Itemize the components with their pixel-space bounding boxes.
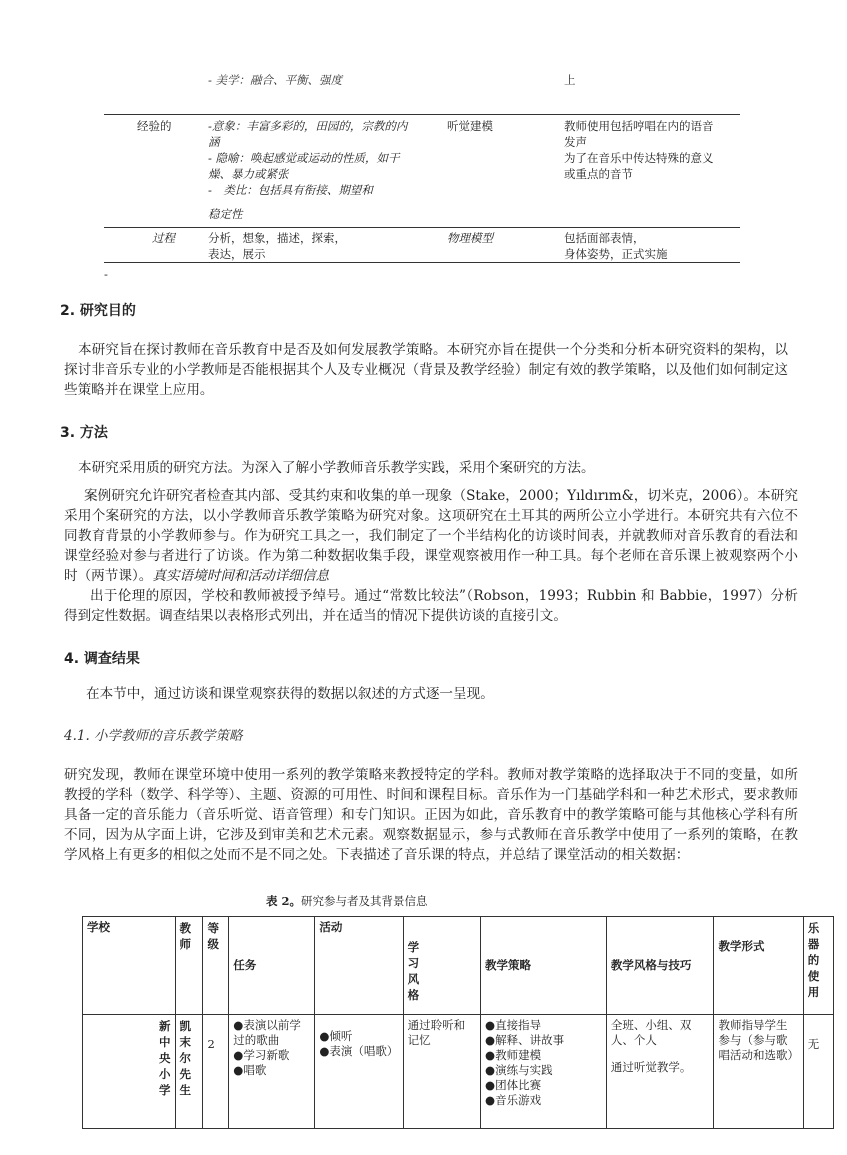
- cell-school: 新中央小学: [83, 1015, 176, 1129]
- list-item: ●解释、讲故事: [485, 1033, 565, 1047]
- list-item: ●唱歌: [233, 1063, 267, 1077]
- section3-heading: 3. 方法: [60, 425, 108, 441]
- t1-r1-model: 听觉建模: [447, 119, 493, 133]
- header-form: 教学形式: [714, 917, 803, 1015]
- list-item: ●倾听: [319, 1029, 353, 1043]
- list-item: ●音乐游戏: [485, 1093, 542, 1107]
- section2-heading: 2. 研究目的: [60, 303, 136, 319]
- header-grade: 等级: [203, 917, 229, 1015]
- cell-teacher: 凯末尔先生: [175, 1015, 203, 1129]
- section3-paragraph-3: 出于伦理的原因，学校和教师被授予绰号。通过“常数比较法”（Robson，1993；Rubbin 和 Babbie，1997）分析得到定性数据。调查结果以表格形式列出，并在适当的情况下提供访谈的直接引文。: [64, 588, 798, 624]
- section3-paragraph-1: 本研究采用质的研究方法。为深入了解小学教师音乐教学实践，采用个案研究的方法。: [78, 460, 595, 476]
- header-strategies: 教学策略: [481, 917, 607, 1015]
- t1-r1-description: 教师使用包括哼唱在内的语音 发声 为了在音乐中传达特殊的意义 或重点的音节: [564, 119, 714, 181]
- list-item: ●表演以前学过的歌曲: [233, 1018, 301, 1047]
- cell-form: 教师指导学生参与（参与歌唱活动和选歌）: [714, 1015, 803, 1129]
- list-item: ●表演（唱歌）: [319, 1044, 399, 1058]
- header-activities: 活动: [315, 917, 403, 1015]
- section2-paragraph: 本研究旨在探讨教师在音乐教育中是否及如何发展教学策略。本研究亦旨在提供一个分类和分析本研究资料的架构，以探讨非音乐专业的小学教师是否能根据其个人及专业概况（背景及教学经验）制定有效的教学策略，以及他们如何制定这些策略并在课堂上应用。: [64, 342, 788, 398]
- cell-instruments: 无: [803, 1015, 833, 1129]
- t1-r1-aspects: -意象：丰富多彩的，田园的，宗教的内 涵 - 隐喻：唤起感觉或运动的性质，如干 燥、暴力或紧张 - 类比：包括具有衔接、期望和 稳定性: [208, 119, 408, 221]
- t1-r0-aspect: - 美学：融合、平衡、强度: [208, 73, 343, 87]
- section4-paragraph-2: 研究发现，教师在课堂环境中使用一系列的教学策略来教授特定的学科。教师对教学策略的选择取决于不同的变量，如所教授的学科（数学、科学等）、主题、资源的可用性、时间和课程目标。音乐作为一门基础学科和一种艺术形式，要求教师具备一定的音乐能力（音乐听觉、语音管理）和专门知识。正因为如此，音乐教育中的教学策略可能与其他核心学科有所不同，因为从字面上讲，它涉及到审美和艺术元素。观察数据显示，参与式教师在音乐教学中使用了一系列的策略，在教学风格上有更多的相似之处而不是不同之处。下表描述了音乐课的特点，并总结了课堂活动的相关数据：: [64, 767, 798, 863]
- header-style-technique: 教学风格与技巧: [606, 917, 714, 1015]
- table-header-row: [83, 917, 834, 1015]
- header-teacher: 教师: [175, 917, 203, 1015]
- cell-activities: [315, 1015, 403, 1129]
- list-item: ●演练与实践: [485, 1063, 553, 1077]
- list-item: ●学习新歌: [233, 1048, 290, 1062]
- list-item: ●教师建模: [485, 1048, 542, 1062]
- t1-r2-description: 包括面部表情， 身体姿势，正式实施: [564, 231, 668, 261]
- cell-grade: 2: [203, 1015, 229, 1129]
- header-tasks: 任务: [229, 917, 315, 1015]
- section4-paragraph-1: 在本节中，通过访谈和课堂观察获得的数据以叙述的方式逐一呈现。: [86, 686, 494, 702]
- cell-learning-style: 通过聆听和记忆: [403, 1015, 480, 1129]
- t1-r1-category: 经验的: [137, 119, 172, 133]
- table1-rule: [104, 114, 740, 115]
- table2-caption: 表 2。研究参与者及其背景信息: [266, 894, 428, 908]
- section3-paragraph-2: 案例研究允许研究者检查其内部、受其约束和收集的单一现象（Stake，2000；Yıldırım&，切米克，2006）。本研究采用个案研究的方法，以小学教师音乐教学策略为研究对象。这项研究在土耳其的两所公立小学进行。本研究共有六位不同教育背景的小学教师参与。作为研究工具之一，我们制定了一个半结构化的访谈时间表，并就教师对音乐教育的看法和课堂经验对参与者进行了访谈。作为第二种数据收集手段，课堂观察被用作一种工具。每个老师在音乐课上被观察两个小时（两节课）。真实语境时间和活动详细信息: [64, 488, 798, 584]
- t1-r2-model: 物理模型: [447, 231, 493, 245]
- header-instruments: 乐器的使用: [803, 917, 833, 1015]
- table1-rule: [104, 227, 740, 228]
- list-item: ●直接指导: [485, 1018, 542, 1032]
- table-row: [83, 1015, 834, 1129]
- cell-tasks: [229, 1015, 315, 1129]
- section4-subheading: 4.1. 小学教师的音乐教学策略: [64, 728, 243, 744]
- cell-style-technique: 全班、小组、双人、个人 通过听觉教学。: [606, 1015, 714, 1129]
- table1-rule: [104, 262, 740, 263]
- participants-table: [82, 916, 834, 1129]
- cell-strategies: [481, 1015, 607, 1129]
- t1-r0-desc: 上: [564, 73, 576, 87]
- header-learning-style: 学习风格: [403, 917, 480, 1015]
- header-school: 学校: [83, 917, 176, 1015]
- list-item: ●团体比赛: [485, 1078, 542, 1092]
- stray-dash: -: [104, 267, 108, 281]
- section4-heading: 4. 调查结果: [64, 651, 140, 667]
- t1-r2-category: 过程: [152, 231, 175, 245]
- t1-r2-aspects: 分析，想象，描述，探索， 表达，展示: [208, 231, 346, 261]
